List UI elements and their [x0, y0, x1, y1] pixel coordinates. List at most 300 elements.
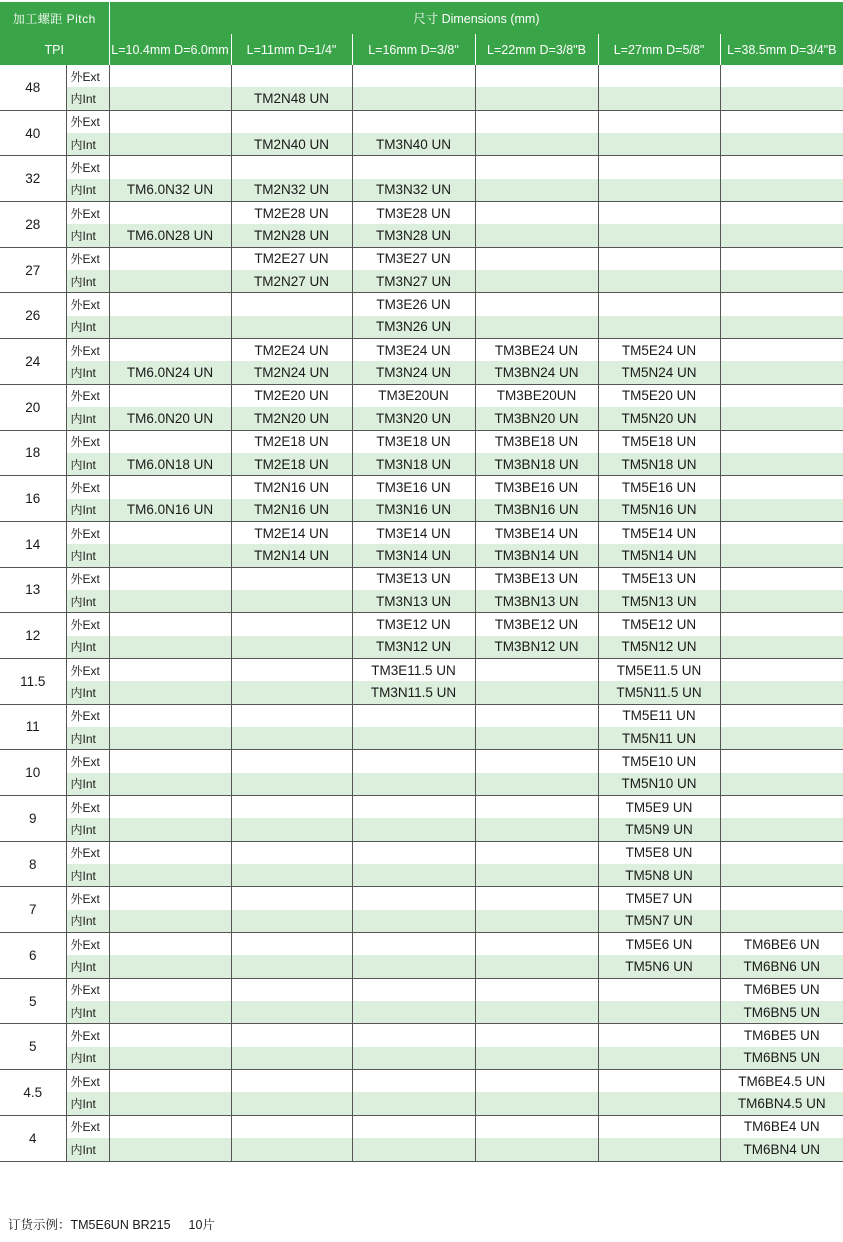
part-number-cell — [720, 841, 843, 864]
part-number-cell — [475, 887, 598, 910]
part-number-cell — [720, 453, 843, 476]
tpi-header: TPI — [0, 34, 109, 65]
part-number-cell — [109, 773, 231, 796]
part-number-cell — [720, 727, 843, 750]
part-number-cell — [720, 681, 843, 704]
part-number-cell: TM3BN18 UN — [475, 453, 598, 476]
part-number-cell — [109, 316, 231, 339]
part-number-cell — [720, 476, 843, 499]
table-row-ext — [0, 704, 843, 727]
part-number-cell — [475, 933, 598, 956]
part-number-cell: TM6BN4 UN — [720, 1138, 843, 1161]
external-label: 外Ext — [66, 978, 109, 1001]
internal-label: 内Int — [66, 1138, 109, 1161]
part-number-cell: TM3BE24 UN — [475, 339, 598, 362]
part-number-cell — [720, 224, 843, 247]
part-number-cell: TM5E10 UN — [598, 750, 720, 773]
tpi-value: 40 — [0, 110, 66, 156]
part-number-cell — [109, 818, 231, 841]
external-label: 外Ext — [66, 658, 109, 681]
part-number-cell — [231, 887, 352, 910]
part-number-cell — [475, 1092, 598, 1115]
part-number-cell — [475, 1001, 598, 1024]
part-number-cell — [352, 1024, 475, 1047]
part-number-cell — [352, 841, 475, 864]
external-label: 外Ext — [66, 384, 109, 407]
part-number-cell — [598, 65, 720, 87]
part-number-cell — [475, 750, 598, 773]
part-number-cell: TM5E7 UN — [598, 887, 720, 910]
part-number-cell — [475, 1070, 598, 1093]
part-number-cell — [109, 590, 231, 613]
part-number-cell: TM5N16 UN — [598, 499, 720, 522]
part-number-cell — [109, 247, 231, 270]
table-row-ext — [0, 293, 843, 316]
part-number-cell — [720, 499, 843, 522]
internal-label: 内Int — [66, 224, 109, 247]
part-number-cell — [231, 1115, 352, 1138]
part-number-cell: TM3E14 UN — [352, 521, 475, 544]
part-number-cell — [720, 887, 843, 910]
part-number-cell: TM6BN5 UN — [720, 1001, 843, 1024]
part-number-cell — [352, 65, 475, 87]
table-row-ext — [0, 247, 843, 270]
part-number-cell — [109, 681, 231, 704]
order-quantity: 10片 — [188, 1218, 215, 1232]
part-number-cell — [720, 544, 843, 567]
part-number-cell — [598, 156, 720, 179]
part-number-cell — [231, 978, 352, 1001]
part-number-cell: TM5E20 UN — [598, 384, 720, 407]
part-number-cell — [352, 1001, 475, 1024]
part-number-cell: TM3N18 UN — [352, 453, 475, 476]
part-number-cell: TM5N14 UN — [598, 544, 720, 567]
part-number-cell — [475, 1138, 598, 1161]
part-number-cell — [352, 773, 475, 796]
part-number-cell: TM5E11 UN — [598, 704, 720, 727]
part-number-cell: TM3E28 UN — [352, 202, 475, 225]
part-number-cell — [352, 1047, 475, 1070]
part-number-cell — [475, 1115, 598, 1138]
part-number-cell: TM6BN4.5 UN — [720, 1092, 843, 1115]
table-row-ext — [0, 978, 843, 1001]
part-number-cell — [720, 384, 843, 407]
part-number-cell: TM3E11.5 UN — [352, 658, 475, 681]
part-number-cell: TM2N20 UN — [231, 407, 352, 430]
tpi-value: 16 — [0, 476, 66, 522]
part-number-cell — [598, 224, 720, 247]
part-number-cell: TM2N40 UN — [231, 133, 352, 156]
part-number-cell — [720, 179, 843, 202]
column-header: L=10.4mm D=6.0mm — [109, 34, 231, 65]
part-number-cell: TM3BE20UN — [475, 384, 598, 407]
part-number-cell: TM5E24 UN — [598, 339, 720, 362]
part-number-cell: TM6BE6 UN — [720, 933, 843, 956]
part-number-cell — [352, 110, 475, 133]
part-number-cell — [352, 1070, 475, 1093]
external-label: 外Ext — [66, 65, 109, 87]
part-number-cell: TM2N16 UN — [231, 476, 352, 499]
tpi-value: 24 — [0, 339, 66, 385]
part-number-cell — [720, 590, 843, 613]
part-number-cell: TM3E12 UN — [352, 613, 475, 636]
part-number-cell: TM5E9 UN — [598, 796, 720, 819]
table-header — [0, 2, 843, 65]
part-number-cell — [109, 1024, 231, 1047]
part-number-cell: TM6.0N20 UN — [109, 407, 231, 430]
part-number-cell: TM2N14 UN — [231, 544, 352, 567]
part-number-cell — [109, 476, 231, 499]
tpi-value: 10 — [0, 750, 66, 796]
table-row-int — [0, 1138, 843, 1161]
part-number-cell: TM6BE5 UN — [720, 1024, 843, 1047]
internal-label: 内Int — [66, 773, 109, 796]
part-number-cell — [720, 636, 843, 659]
part-number-cell — [231, 1024, 352, 1047]
part-number-cell — [109, 910, 231, 933]
part-number-cell — [352, 933, 475, 956]
part-number-cell: TM3N24 UN — [352, 361, 475, 384]
part-number-cell — [598, 179, 720, 202]
table-row-int — [0, 179, 843, 202]
part-number-cell — [109, 636, 231, 659]
part-number-cell: TM3E20UN — [352, 384, 475, 407]
table-row-ext — [0, 1070, 843, 1093]
part-number-cell — [231, 110, 352, 133]
part-number-cell: TM5N18 UN — [598, 453, 720, 476]
part-number-cell — [475, 681, 598, 704]
part-number-cell: TM3BE13 UN — [475, 567, 598, 590]
part-number-cell — [109, 887, 231, 910]
part-number-cell — [231, 1047, 352, 1070]
tpi-value: 14 — [0, 521, 66, 567]
part-number-cell — [231, 773, 352, 796]
external-label: 外Ext — [66, 750, 109, 773]
part-number-cell — [231, 1070, 352, 1093]
internal-label: 内Int — [66, 818, 109, 841]
part-number-cell: TM3E18 UN — [352, 430, 475, 453]
table-row-int — [0, 818, 843, 841]
table-row-int — [0, 133, 843, 156]
part-number-cell — [231, 316, 352, 339]
internal-label: 内Int — [66, 499, 109, 522]
part-number-cell — [720, 247, 843, 270]
order-example-text: 订货示例：TM5E6UN BR215 — [8, 1218, 171, 1232]
internal-label: 内Int — [66, 179, 109, 202]
part-number-cell — [720, 316, 843, 339]
external-label: 外Ext — [66, 339, 109, 362]
table-row-int — [0, 499, 843, 522]
part-number-cell: TM5N20 UN — [598, 407, 720, 430]
part-number-cell — [109, 1138, 231, 1161]
table-row-int — [0, 270, 843, 293]
part-number-cell — [109, 841, 231, 864]
part-number-cell — [475, 978, 598, 1001]
table-row-ext — [0, 887, 843, 910]
part-number-cell: TM5N11 UN — [598, 727, 720, 750]
part-number-cell — [475, 841, 598, 864]
part-number-cell: TM5N12 UN — [598, 636, 720, 659]
table-row-int — [0, 453, 843, 476]
table-row-ext — [0, 476, 843, 499]
part-number-cell — [231, 681, 352, 704]
part-number-cell — [109, 1070, 231, 1093]
part-number-cell: TM3BN16 UN — [475, 499, 598, 522]
table-row-int — [0, 773, 843, 796]
tpi-value: 26 — [0, 293, 66, 339]
part-number-cell — [109, 430, 231, 453]
part-number-cell — [475, 658, 598, 681]
part-number-cell — [231, 636, 352, 659]
part-number-cell — [231, 1092, 352, 1115]
table-row-int — [0, 224, 843, 247]
part-number-cell — [475, 110, 598, 133]
tpi-value: 7 — [0, 887, 66, 933]
part-number-cell — [598, 1024, 720, 1047]
external-label: 外Ext — [66, 476, 109, 499]
part-number-cell: TM3E24 UN — [352, 339, 475, 362]
part-number-cell — [109, 202, 231, 225]
table-row-ext — [0, 1024, 843, 1047]
external-label: 外Ext — [66, 704, 109, 727]
part-number-cell — [352, 978, 475, 1001]
part-number-cell: TM5N7 UN — [598, 910, 720, 933]
part-number-cell: TM3N16 UN — [352, 499, 475, 522]
part-number-cell: TM2E14 UN — [231, 521, 352, 544]
part-number-cell: TM5N11.5 UN — [598, 681, 720, 704]
part-number-cell: TM5E8 UN — [598, 841, 720, 864]
part-number-cell — [352, 1115, 475, 1138]
part-number-cell — [231, 933, 352, 956]
part-number-cell: TM3N28 UN — [352, 224, 475, 247]
part-number-cell: TM5E13 UN — [598, 567, 720, 590]
internal-label: 内Int — [66, 1092, 109, 1115]
part-number-cell — [720, 407, 843, 430]
table-row-ext — [0, 430, 843, 453]
part-number-cell: TM2N27 UN — [231, 270, 352, 293]
part-number-cell — [598, 978, 720, 1001]
part-number-cell: TM3N32 UN — [352, 179, 475, 202]
part-number-cell — [352, 887, 475, 910]
table-row-int — [0, 1001, 843, 1024]
part-number-cell — [598, 247, 720, 270]
part-number-cell — [598, 1092, 720, 1115]
part-number-cell: TM6.0N16 UN — [109, 499, 231, 522]
part-number-cell: TM2E27 UN — [231, 247, 352, 270]
part-number-cell — [231, 567, 352, 590]
internal-label: 内Int — [66, 1001, 109, 1024]
part-number-cell — [352, 704, 475, 727]
part-number-cell — [109, 658, 231, 681]
part-number-cell — [109, 544, 231, 567]
tpi-value: 11 — [0, 704, 66, 750]
tpi-value: 48 — [0, 65, 66, 110]
internal-label: 内Int — [66, 544, 109, 567]
part-number-cell — [231, 1138, 352, 1161]
table-row-ext — [0, 933, 843, 956]
external-label: 外Ext — [66, 796, 109, 819]
part-number-cell — [475, 864, 598, 887]
part-number-cell — [231, 796, 352, 819]
part-number-cell — [475, 293, 598, 316]
table-row-int — [0, 361, 843, 384]
part-number-cell — [598, 293, 720, 316]
external-label: 外Ext — [66, 933, 109, 956]
tpi-value: 13 — [0, 567, 66, 613]
part-number-cell — [475, 773, 598, 796]
part-number-cell — [720, 430, 843, 453]
part-number-cell — [475, 796, 598, 819]
part-number-cell — [352, 727, 475, 750]
internal-label: 内Int — [66, 864, 109, 887]
tpi-value: 4 — [0, 1115, 66, 1161]
part-number-cell: TM2N24 UN — [231, 361, 352, 384]
part-number-cell: TM5E18 UN — [598, 430, 720, 453]
part-number-cell: TM2N32 UN — [231, 179, 352, 202]
part-number-cell: TM3BE12 UN — [475, 613, 598, 636]
part-number-cell — [720, 156, 843, 179]
tpi-value: 5 — [0, 978, 66, 1024]
part-number-cell: TM6.0N32 UN — [109, 179, 231, 202]
part-number-cell — [475, 818, 598, 841]
part-number-cell: TM6.0N18 UN — [109, 453, 231, 476]
part-number-cell — [231, 910, 352, 933]
part-number-cell: TM3BE16 UN — [475, 476, 598, 499]
table-row-int — [0, 87, 843, 110]
part-number-cell — [352, 1138, 475, 1161]
part-number-cell — [598, 1047, 720, 1070]
column-header: L=27mm D=5/8" — [598, 34, 720, 65]
part-number-cell — [109, 110, 231, 133]
part-number-cell: TM2E18 UN — [231, 430, 352, 453]
part-number-cell: TM3N11.5 UN — [352, 681, 475, 704]
external-label: 外Ext — [66, 613, 109, 636]
column-header: L=38.5mm D=3/4"B — [720, 34, 843, 65]
part-number-cell — [720, 110, 843, 133]
part-number-cell: TM3BE18 UN — [475, 430, 598, 453]
part-number-cell: TM3BN13 UN — [475, 590, 598, 613]
table-row-int — [0, 636, 843, 659]
part-number-cell: TM5E14 UN — [598, 521, 720, 544]
part-number-cell: TM3BN20 UN — [475, 407, 598, 430]
internal-label: 内Int — [66, 1047, 109, 1070]
table-row-ext — [0, 202, 843, 225]
part-number-cell — [720, 65, 843, 87]
table-row-ext — [0, 521, 843, 544]
part-number-cell: TM6.0N28 UN — [109, 224, 231, 247]
external-label: 外Ext — [66, 156, 109, 179]
part-number-cell — [109, 384, 231, 407]
external-label: 外Ext — [66, 293, 109, 316]
part-number-cell — [231, 658, 352, 681]
part-number-cell — [720, 567, 843, 590]
table-row-int — [0, 407, 843, 430]
part-number-cell — [231, 65, 352, 87]
part-number-cell — [720, 293, 843, 316]
internal-label: 内Int — [66, 407, 109, 430]
internal-label: 内Int — [66, 133, 109, 156]
part-number-cell: TM3BN24 UN — [475, 361, 598, 384]
internal-label: 内Int — [66, 453, 109, 476]
table-row-ext — [0, 1115, 843, 1138]
tpi-value: 18 — [0, 430, 66, 476]
table-row-int — [0, 1047, 843, 1070]
part-number-cell — [352, 818, 475, 841]
external-label: 外Ext — [66, 1070, 109, 1093]
part-number-cell — [720, 613, 843, 636]
part-number-cell — [231, 590, 352, 613]
external-label: 外Ext — [66, 247, 109, 270]
table-row-int — [0, 681, 843, 704]
part-number-cell — [109, 978, 231, 1001]
pitch-header: 加工螺距 Pitch — [0, 2, 109, 34]
part-number-cell — [475, 202, 598, 225]
part-number-cell — [475, 727, 598, 750]
table-row-int — [0, 727, 843, 750]
part-number-cell — [720, 202, 843, 225]
table-row-int — [0, 864, 843, 887]
part-number-cell: TM3N27 UN — [352, 270, 475, 293]
part-number-cell — [109, 1115, 231, 1138]
part-number-cell — [720, 750, 843, 773]
column-header: L=16mm D=3/8" — [352, 34, 475, 65]
part-number-cell — [109, 65, 231, 87]
part-number-cell — [598, 87, 720, 110]
part-number-cell — [720, 910, 843, 933]
part-number-cell — [475, 87, 598, 110]
external-label: 外Ext — [66, 202, 109, 225]
part-number-cell — [475, 65, 598, 87]
table-row-int — [0, 1092, 843, 1115]
table-row-ext — [0, 658, 843, 681]
part-number-cell — [475, 955, 598, 978]
part-number-cell — [598, 1138, 720, 1161]
table-row-int — [0, 590, 843, 613]
part-number-cell — [109, 750, 231, 773]
part-number-cell — [109, 339, 231, 362]
part-number-cell — [475, 1024, 598, 1047]
part-number-cell — [598, 133, 720, 156]
column-header: L=11mm D=1/4" — [231, 34, 352, 65]
part-number-cell — [598, 110, 720, 133]
part-number-cell — [109, 293, 231, 316]
part-number-cell — [720, 818, 843, 841]
external-label: 外Ext — [66, 1115, 109, 1138]
part-number-cell: TM5N8 UN — [598, 864, 720, 887]
internal-label: 内Int — [66, 636, 109, 659]
external-label: 外Ext — [66, 841, 109, 864]
part-number-cell: TM6BE4.5 UN — [720, 1070, 843, 1093]
part-number-cell — [109, 87, 231, 110]
internal-label: 内Int — [66, 955, 109, 978]
part-number-cell — [475, 156, 598, 179]
external-label: 外Ext — [66, 567, 109, 590]
table-row-ext — [0, 841, 843, 864]
part-number-cell — [475, 133, 598, 156]
table-row-ext — [0, 110, 843, 133]
table-row-ext — [0, 613, 843, 636]
tpi-value: 9 — [0, 796, 66, 842]
column-header: L=22mm D=3/8"B — [475, 34, 598, 65]
part-number-cell: TM5E16 UN — [598, 476, 720, 499]
part-number-cell — [109, 796, 231, 819]
internal-label: 内Int — [66, 316, 109, 339]
internal-label: 内Int — [66, 270, 109, 293]
part-number-cell: TM5E6 UN — [598, 933, 720, 956]
table-row-ext — [0, 567, 843, 590]
table-row-ext — [0, 339, 843, 362]
part-number-cell — [352, 87, 475, 110]
